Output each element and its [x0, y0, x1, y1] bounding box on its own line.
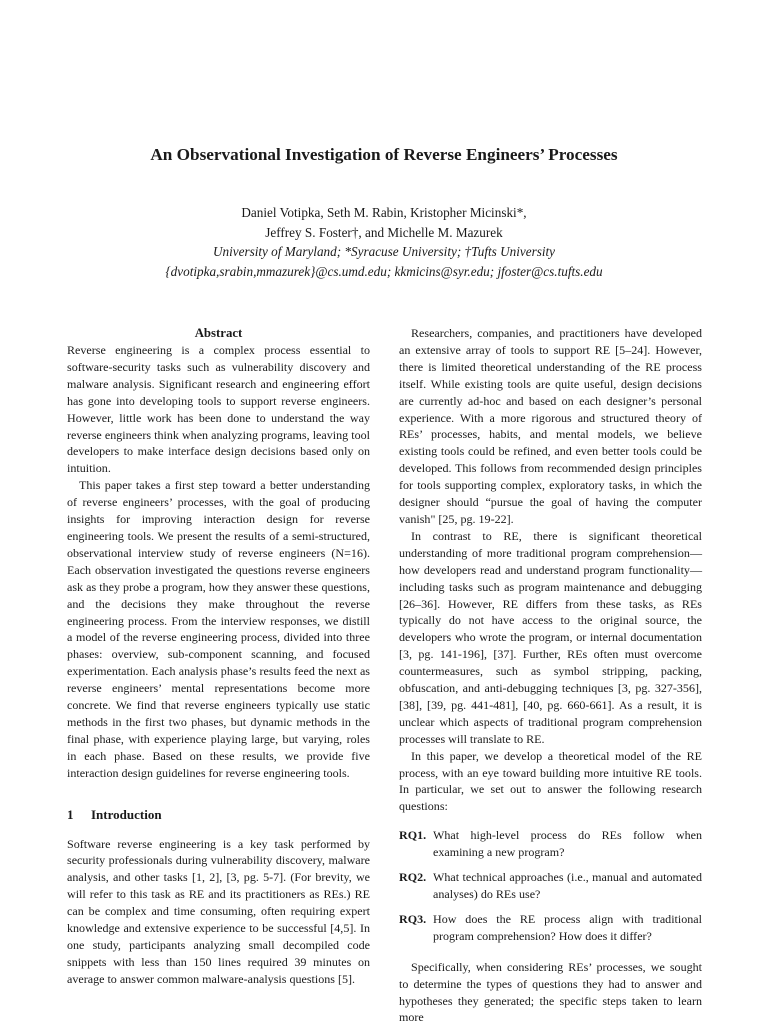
intro-paragraph-2: Researchers, companies, and practitioners have developed an extensive array of tools to support RE [5–24]. However, there is limited theoretical understanding of the RE process itself. While existing tools are quite useful, design decisions are currently ad-hoc and based on each designer’s personal experience. With a more rigorous and structured theory of REs’ processes, habits, and mental models, we believe existing tools could be refined, and even better tools could be developed. This follows from recommended design principles for tools supporting complex, exploratory tasks, in which the designer should “pursue the goal of having the computer vanish" [25, pg. 19-22]. [399, 326, 702, 526]
abstract-paragraph-2: This paper takes a first step toward a better understanding of reverse engineers’ processes, with the goal of producing insights for improving interaction design for reverse engineering tools. We present the results of a semi-structured, observational interview study of reverse engineers (N=16). Each observation investigated the questions reverse engineers ask as they probe a program, how they answer these questions, and the decisions they make throughout the reverse engineering process. From the interview responses, we distill a model of the reverse engineering process, divided into three phases: overview, sub-component scanning, and focused experimentation. Each analysis phase’s results feed the next as reverse engineers’ mental representations become more concrete. We find that reverse engineers typically use static methods in the first two phases, but dynamic methods in the final phase, with experience playing large, but varying, roles in each phase. Based on these results, we provide five interaction design guidelines for reverse engineering tools. [67, 478, 370, 780]
research-question-1 [399, 827, 702, 861]
rq-text: What high-level process do REs follow when examining a new program? [433, 828, 702, 860]
abstract-heading: Abstract [194, 326, 243, 340]
research-question-3 [399, 911, 702, 945]
author-block [0, 203, 768, 281]
rq-label: RQ3. [399, 911, 427, 926]
authors-line-2: Jeffrey S. Foster†, and Michelle M. Mazurek [265, 224, 503, 240]
authors-line-1: Daniel Votipka, Seth M. Rabin, Kristopher Micinski*, [241, 205, 527, 220]
section-title: Introduction [91, 806, 162, 822]
rq-label: RQ1. [399, 828, 427, 843]
intro-paragraph-1: Software reverse engineering is a key task performed by security professionals during vulnerability discovery, malware analysis, and other tasks [1, 2], [3, pg. 5-7]. (For brevity, we will refer to this task as RE and its practitioners as REs.) RE can be complex and time consuming, often requiring expert knowledge and extensive experience to be successful [4,5]. In one study, participants analyzing small decompiled code snippets with less than 150 lines required 39 minutes on average to answer common malware-analysis questions [5]. [67, 836, 370, 986]
intro-paragraph-4: In this paper, we develop a theoretical model of the RE process, with an eye toward building more intuitive RE tools. In particular, we set out to answer the following research questions: [399, 748, 702, 814]
abstract-paragraph-1: Reverse engineering is a complex process essential to software-security tasks such as vulnerability discovery and malware analysis. Significant research and engineering effort has gone into developing tools to support reverse engineers. However, little work has been done to understand the way reverse engineers think when analyzing programs, leaving tool developers to make interface design decisions based only on intuition. [67, 343, 370, 476]
intro-paragraph-3: In contrast to RE, there is significant theoretical understanding of more traditional program comprehension—how developers read and understand program functionality—including tasks such as program maintenance and debugging [26–36]. However, RE differs from these tasks, as REs typically do not have access to the original source, the developers who wrote the program, or internal documentation [3, pg. 141-196], [37]. Further, REs often must overcome countermeasures, such as symbol stripping, packing, obfuscation, and anti-debugging techniques [3, pg. 327-356], [38], [39, pg. 441-481], [40, pg. 660-661]. As a result, it is unclear which aspects of traditional program comprehension processes will translate to RE. [399, 528, 702, 746]
intro-paragraph-5: Specifically, when considering REs’ processes, we sought to determine the types of questions they had to answer and hypotheses they generated; the specific steps taken to learn more [399, 959, 702, 1025]
paper-title: An Observational Investigation of Reverse Engineers’ Processes [150, 145, 618, 164]
section-heading-introduction [67, 806, 370, 823]
section-number: 1 [67, 806, 74, 822]
rq-label: RQ2. [399, 870, 427, 885]
author-emails: {dvotipka,srabin,mmazurek}@cs.umd.edu; kkmicins@syr.edu; jfoster@cs.tufts.edu [165, 263, 603, 279]
right-column [399, 325, 702, 1026]
left-column [67, 325, 370, 988]
rq-text: How does the RE process align with traditional program comprehension? How does it differ? [433, 911, 702, 943]
rq-text: What technical approaches (i.e., manual and automated analyses) do REs use? [433, 870, 702, 901]
affiliations: University of Maryland; *Syracuse University; †Tufts University [212, 244, 556, 259]
research-question-2 [399, 869, 702, 903]
